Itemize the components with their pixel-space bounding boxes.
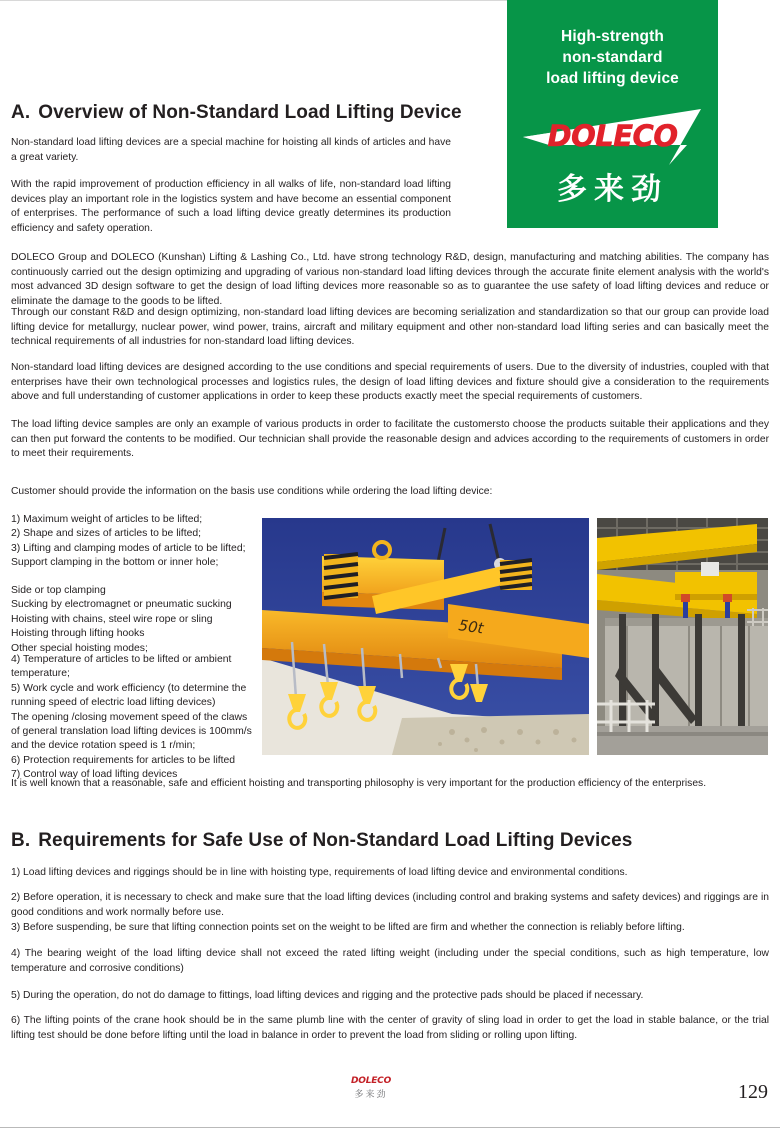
section-a-closing: It is well known that a reasonable, safe and efficient hoisting and transporting philosophy is very important for the production efficiency of the enterprises. (11, 778, 707, 789)
banner-title-line-1: High-strength (561, 28, 664, 45)
requirements-list-group-1 (11, 513, 261, 571)
section-a-paragraph-3: DOLECO Group and DOLECO (Kunshan) Lifting & Lashing Co., Ltd. have strong technology R&D, design, manufacturing and matching abilities. The company has continuously carried out the design optimizing and upgrading of various non-standard load lifting devices through the accurate finite element analysis with the world's most advanced 3D design software to get the design of load lifting devices more reasonable so as to guarantee the use safety of load lifting devices and reduce or eliminate the damage to the goods to be lifted. (11, 252, 769, 307)
doleco-wordmark: DOLECO (547, 119, 678, 153)
page-number: 129 (738, 1081, 768, 1103)
plant-crane-illustration (597, 518, 768, 755)
doleco-chinese-name: 多来劲 (557, 172, 668, 207)
list-item: Sucking by electromagnet or pneumatic sucking (11, 599, 232, 611)
list-item: Support clamping in the bottom or inner hole; (11, 557, 219, 569)
section-a-paragraph-1: Non-standard load lifting devices are a special machine for hoisting all kinds of articles and have a great variety. (11, 137, 451, 163)
list-item: 1) Maximum weight of articles to be lifted; (11, 514, 203, 525)
section-b-item-5: 5) During the operation, do not do damage to fittings, load lifting devices and rigging and the protective pads should be placed if necessary. (11, 990, 644, 1001)
banner-title-line-2: non-standard (562, 49, 663, 66)
list-item: Hoisting through lifting hooks (11, 628, 145, 640)
list-item: 3) Lifting and clamping modes of article to be lifted; (11, 542, 246, 554)
list-item: temperature; (11, 668, 70, 680)
list-item: Side or top clamping (11, 585, 106, 596)
section-b-item-3: 3) Before suspending, be sure that lifting connection points set on the weight to be lifted are firm and whether the connection is reliably before lifting. (11, 922, 685, 933)
footer-doleco-wordmark: DOLECO (350, 1076, 392, 1086)
plant-crane-photo (597, 518, 768, 755)
section-a-paragraph-2: With the rapid improvement of production efficiency in all walks of life, non-standard load lifting devices play an important role in the logistics system and have become an essential component of enterprises. The performance of such a load lifting device greatly determines its production efficiency and safety operation. (11, 179, 451, 234)
section-b-item-6: 6) The lifting points of the crane hook should be in the same plumb line with the center of gravity of sling load in order to get the load in stable balance, or the trial lifting test should be done before lifting until the load in balance in order to prevent the load from sliding or rolling upon lifting. (11, 1015, 769, 1041)
list-item: 7) Control way of load lifting devices (11, 769, 178, 781)
section-b-item-1: 1) Load lifting devices and riggings should be in line with hoisting type, requirements of load lifting device and environmental conditions. (11, 867, 628, 878)
spreader-beam-illustration (262, 518, 589, 755)
list-item: 4) Temperature of articles to be lifted or ambient (11, 654, 232, 665)
list-item: of general translation load lifting devices is 100mm/s (11, 726, 252, 738)
list-item: 6) Protection requirements for articles to be lifted (11, 754, 236, 766)
list-item: Other special hoisting modes; (11, 642, 148, 654)
section-b-title: Requirements for Safe Use of Non-Standard Load Lifting Devices (38, 830, 633, 851)
footer-rule (0, 1127, 780, 1128)
list-item: running speed of electric load lifting devices) (11, 697, 216, 709)
section-a-paragraph-5: Non-standard load lifting devices are designed according to the use conditions and special requirements of users. Due to the diversity of industries, coupled with that enterprises have their own technological processes and logistics rules, the design of load lifting devices and fixture should give a consideration to the requirements above and full understanding of customer applications in order to keep these products exactly meet the special requirements of customers. (11, 362, 769, 403)
requirements-list-group-2 (11, 584, 261, 656)
order-information-intro: Customer should provide the information on the basis use conditions while ordering the load lifting device: (11, 486, 493, 497)
svg-text:50t: 50t (457, 616, 485, 638)
list-item: 2) Shape and sizes of articles to be lifted; (11, 528, 202, 540)
green-banner (507, 0, 718, 228)
list-item: and the device rotation speed is 1 r/min; (11, 740, 196, 752)
list-item: Hoisting with chains, steel wire rope or sling (11, 613, 213, 625)
spreader-beam-photo (262, 518, 589, 755)
list-item: The opening /closing movement speed of the claws (11, 711, 248, 723)
section-a-letter: A. (11, 102, 31, 123)
section-a-heading (11, 102, 462, 124)
section-a-title: Overview of Non-Standard Load Lifting Device (38, 102, 462, 123)
top-rule (0, 0, 507, 1)
section-b-item-4: 4) The bearing weight of the load lifting device shall not exceed the rated lifting weight (including under the special conditions, such as high temperature, low temperature and corrosive conditions) (11, 948, 769, 974)
banner-title-line-3: load lifting device (546, 70, 679, 87)
section-a-paragraph-6: The load lifting device samples are only an example of various products in order to facilitate the customersto choose the products suitable their applications and they can then put forward the contents to be modified. Our technician shall provide the reasonable design and advices according to the requirements of customers in order to meet their requirements. (11, 419, 769, 460)
footer-logo (336, 1076, 406, 1100)
footer-doleco-chinese: 多来劲 (354, 1090, 388, 1100)
section-b-item-2: 2) Before operation, it is necessary to check and make sure that the load lifting devices (including control and braking systems and safety devices) and riggings are in good conditions and work normally before use. (11, 892, 769, 918)
list-item: 5) Work cycle and work efficiency (to determine the (11, 682, 247, 694)
section-b-heading (11, 830, 632, 852)
doleco-logo (519, 105, 707, 171)
section-a-paragraph-4: Through our constant R&D and design optimizing, non-standard load lifting devices are becoming serialization and standardization so that our group can provide load lifting device for metallurgy, nuclear power, wind power, trains, aircraft and military equipment and other non-standard load lifting series and can basically meet the technical requirements of all industries for non-standard load lifting devices. (11, 307, 769, 348)
banner-title (507, 26, 718, 89)
requirements-list-group-3 (11, 653, 261, 783)
section-b-letter: B. (11, 830, 31, 851)
